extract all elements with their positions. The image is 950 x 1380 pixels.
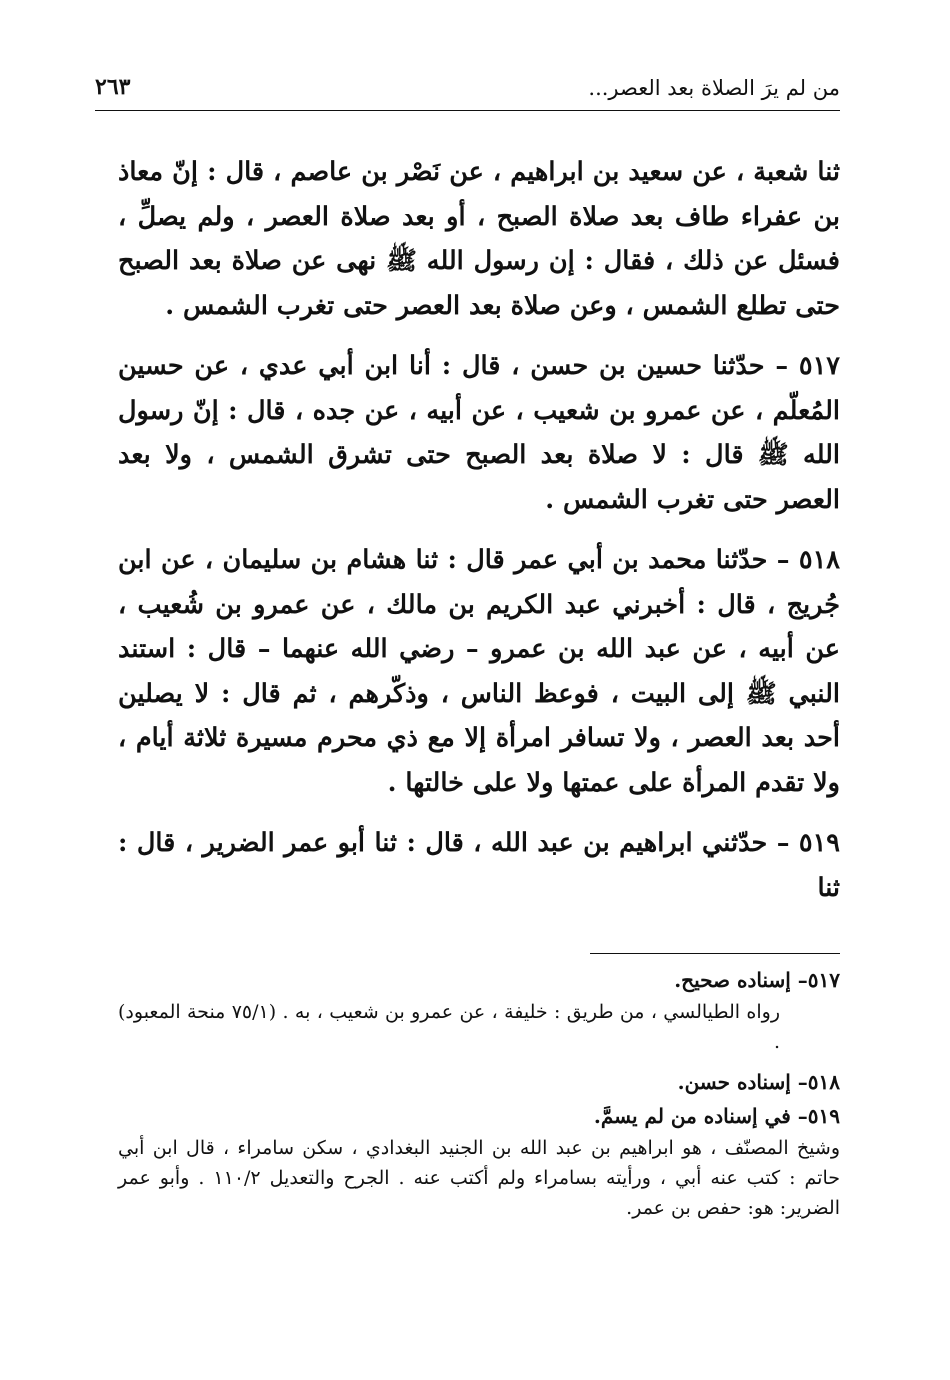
page-header	[95, 70, 840, 111]
footnote-517-head: ٥١٧– إسناده صحيح.	[674, 968, 840, 992]
footnote-519-text: وشيخ المصنّف ، هو ابراهيم بن عبد الله بن الجنيد البغدادي ، سكن سامراء ، قال ابن أبي حاتم : كتب عنه أبي ، ورأيته بسامراء ولم أكتب عنه . الجرح والتعديل ١١٠/٢ . وأبو عمر الضرير: هو: حفص بن عمر.	[118, 1137, 840, 1219]
footnote-517-text: رواه الطيالسي ، من طريق : خليفة ، عن عمرو بن شعيب ، به . (٧٥/١ منحة المعبود) .	[118, 1001, 780, 1053]
page-number: ٢٦٣	[95, 74, 131, 100]
footnote-519-head: ٥١٩– في إسناده من لم يسمَّ.	[593, 1104, 840, 1128]
hadith-517: ٥١٧ – حدّثنا حسين بن حسن ، قال : أنا ابن أبي عدي ، عن حسين المُعلّم ، عن عمرو بن شعيب ، عن أبيه ، عن جده ، قال : إنّ رسول الله ﷺ قال : لا صلاة بعد الصبح حتى تشرق الشمس ، ولا بعد العصر حتى تغرب الشمس .	[118, 351, 840, 515]
main-text	[118, 150, 840, 926]
hadith-518: ٥١٨ – حدّثنا محمد بن أبي عمر قال : ثنا هشام بن سليمان ، عن ابن جُريج ، قال : أخبرني عبد الكريم بن مالك ، عن عمرو بن شُعيب ، عن أبيه ، عن عبد الله بن عمرو – رضي الله عنهما – قال : استند النبي ﷺ إلى البيت ، فوعظ الناس ، وذكّرهم ، ثم قال : لا يصلين أحد بعد العصر ، ولا تسافر امرأة إلا مع ذي محرم مسيرة ثلاثة أيام ، ولا تقدم المرأة على عمتها ولا على خالتها .	[118, 545, 840, 798]
footnotes	[118, 963, 840, 1231]
hadith-519: ٥١٩ – حدّثني ابراهيم بن عبد الله ، قال : ثنا أبو عمر الضرير ، قال : ثنا	[118, 828, 840, 903]
running-title: من لم يرَ الصلاة بعد العصر...	[588, 76, 840, 100]
footnote-divider	[590, 953, 840, 954]
footnote-518-head: ٥١٨– إسناده حسن.	[677, 1070, 840, 1094]
paragraph-continuation: ثنا شعبة ، عن سعيد بن ابراهيم ، عن نَصْر بن عاصم ، قال : إنّ معاذ بن عفراء طاف بعد صلاة الصبح ، أو بعد صلاة العصر ، ولم يصلِّ ، فسئل عن ذلك ، فقال : إن رسول الله ﷺ نهى عن صلاة بعد الصبح حتى تطلع الشمس ، وعن صلاة بعد العصر حتى تغرب الشمس .	[118, 157, 840, 321]
